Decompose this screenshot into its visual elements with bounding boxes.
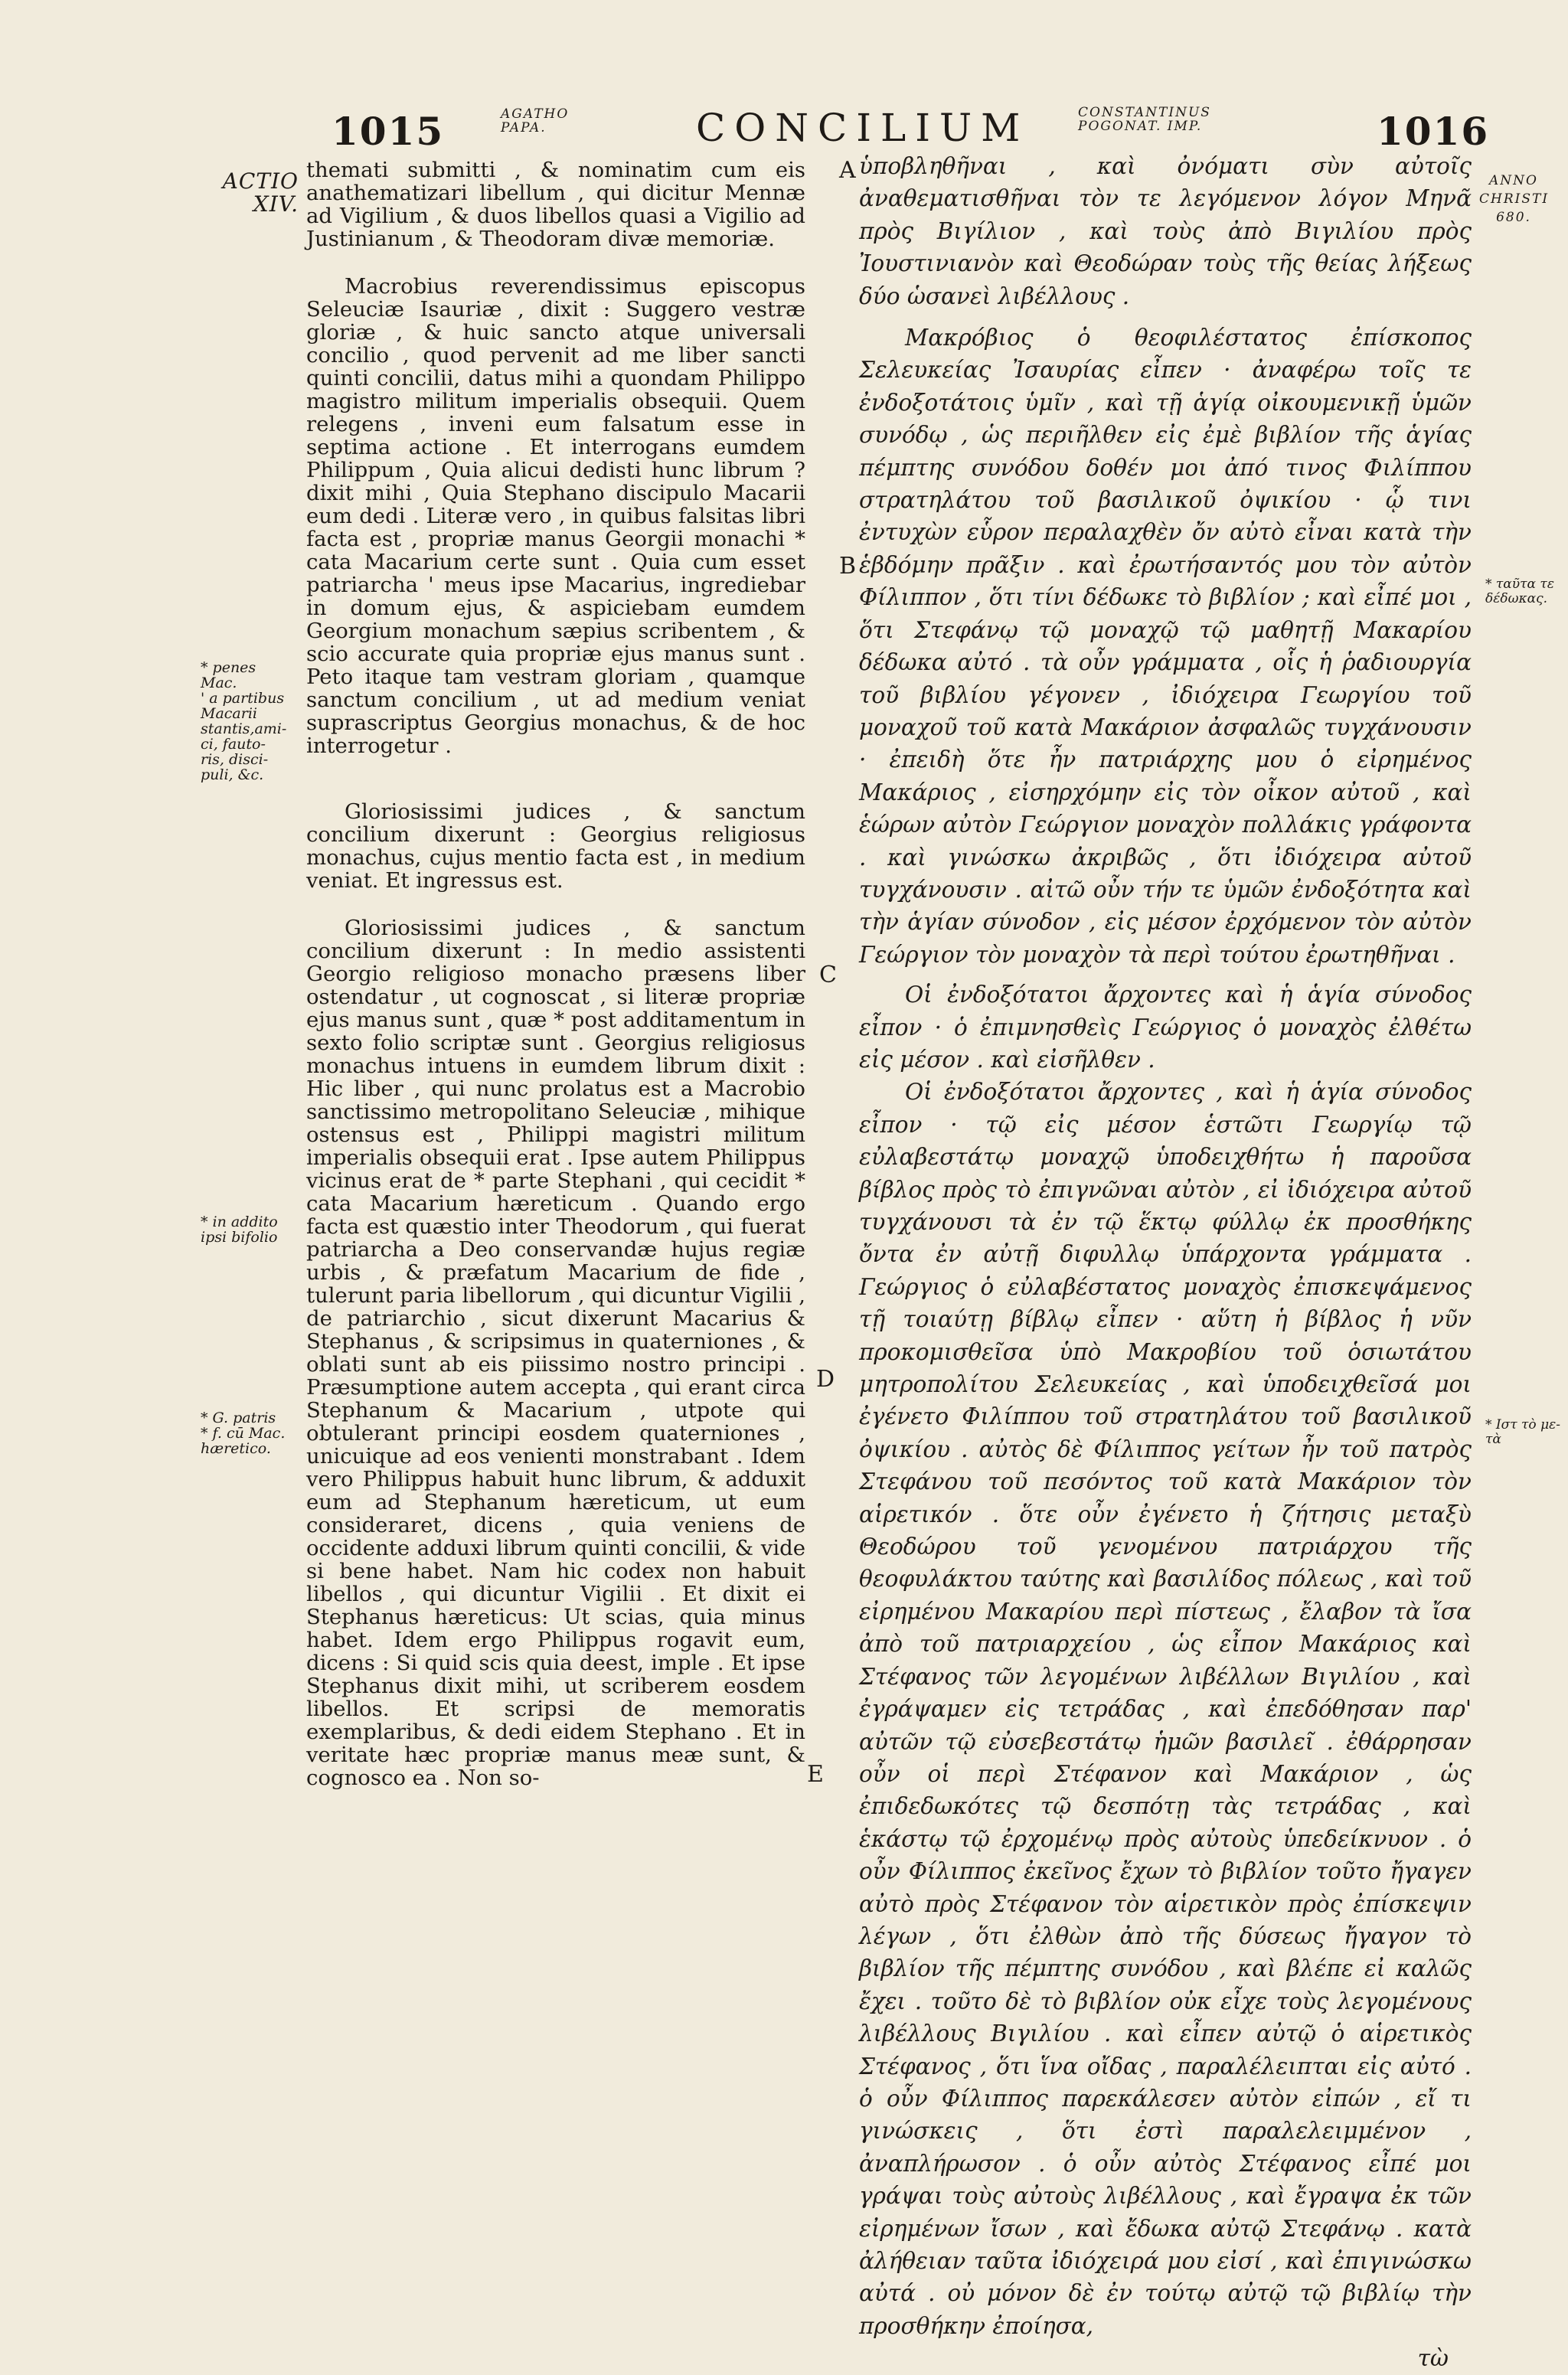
greek-paragraph: Οἱ ἐνδοξότατοι ἄρχοντες , καὶ ἡ ἁγία σύνοδος εἶπον · τῷ εἰς μέσον ἑστῶτι Γεωργίῳ τῷ εὐλαβεστάτῳ μοναχῷ ὑποδειχθήτω ἡ παροῦσα βίβλος πρὸς τὸ ἐπιγνῶναι αὐτὸν , εἰ ἰδιόχειρα αὐτοῦ τυγχάνουσι τὰ ἐν τῷ ἕκτῳ φύλλῳ ἐκ προσθήκης ὄντα ἐν αὐτῇ διφυλλῳ ὑπάρχοντα γράμματα . Γεώργιος ὁ εὐλαβέστατος μοναχὸς ἐπισκεψάμενος τῇ τοιαύτῃ βίβλῳ εἶπεν · αὕτη ἡ βίβλος ἡ νῦν προκομισθεῖσα ὑπὸ Μακροβίου τοῦ ὁσιωτάτου μητροπολίτου Σελευκείας , καὶ ὑποδειχθεῖσά μοι ἐγένετο Φιλίππου τοῦ στρατηλάτου τοῦ βασιλικοῦ ὀψικίου . αὐτὸς δὲ Φίλιππος γείτων ἦν τοῦ πατρὸς Στεφάνου τοῦ πεσόντος τοῦ κατὰ Μακάριον τὸν αἱρετικόν . ὅτε οὖν ἐγένετο ἡ ζήτησις μεταξὺ Θεοδώρου τοῦ γενομένου πατριάρχου τῆς θεοφυλάκτου ταύτης καὶ βασιλίδος πόλεως , καὶ τοῦ εἰρημένου Μακαρίου περὶ πίστεως , ἔλαβον τὰ ἴσα ἀπὸ τοῦ πατριαρχείου , ὡς εἶπον Μακάριος καὶ Στέφανος τῶν λεγομένων λιβέλλων Βιγιλίου , καὶ ἐγράψαμεν εἰς τετράδας , καὶ ἐπεδόθησαν παρ' αὐτῶν τῷ εὐσεβεστάτῳ ἡμῶν βασιλεῖ . ἐθάρρησαν οὖν οἱ περὶ Στέφανον καὶ Μακάριον , ὡς ἐπιδεδωκότες τῷ δεσπότῃ τὰς τετράδας , καὶ ἑκάστῳ τῷ ἐρχομένῳ πρὸς αὐτοὺς ὑπεδείκνυον . ὁ οὖν Φίλιππος ἐκεῖνος ἔχων τὸ βιβλίον τοῦτο ἤγαγεν αὐτὸ πρὸς Στέφανον τὸν αἱρετικὸν πρὸς ἐπίσκεψιν λέγων , ὅτι ἐλθὼν ἀπὸ τῆς δύσεως ἤγαγον τὸ βιβλίον τῆς πέμπτης συνόδου , καὶ βλέπε εἰ καλῶς ἔχει . τοῦτο δὲ τὸ βιβλίον οὐκ εἶχε τοὺς λεγομένους λιβέλλους Βιγιλίου . καὶ εἶπεν αὐτῷ ὁ αἱρετικὸς Στέφανος , ὅτι ἵνα οἴδας , παραλέλειπται εἰς αὐτό . ὁ οὖν Φίλιππος παρεκάλεσεν αὐτὸν εἰπών , εἴ τι γινώσκεις , ὅτι ἐστὶ παραλελειμμένον , ἀναπλήρωσον . ὁ οὖν αὐτὸς Στέφανος εἶπέ μοι γράψαι τοὺς αὐτοὺς λιβέλλους , καὶ ἔγραψα ἐκ τῶν εἰρημένων ἴσων , καὶ ἔδωκα αὐτῷ Στεφάνῳ . κατὰ ἀλήθειαν ταῦτα ἰδιόχειρά μου εἰσί , καὶ ἐπιγινώσκω αὐτά . οὐ μόνον δὲ ἐν τούτῳ αὐτῷ τῷ βιβλίῳ τὴν προσθήκην ἐποίησα, [859,1079,1472,2339]
latin-paragraph: themati submitti , & nominatim cum eis anathematizari libellum , qui dicitur Mennæ ad Vigilium , & duos libellos quasi a Vigilio ad Justinianum , & Theodoram divæ memoriæ. [306,158,805,251]
section-marker-e: E [807,1761,824,1788]
greek-paragraph: ὑποβληθῆναι , καὶ ὀνόματι σὺν αὐτοῖς ἀναθεματισθῆναι τὸν τε λεγόμενον λόγον Μηνᾶ πρὸς Βιγίλιον , καὶ τοὺς ἀπὸ Βιγιλίου πρὸς Ἰουστινιανὸν καὶ Θεοδώραν τοὺς τῆς θείας λήξεως δύο ὡσανεὶ λιβέλλους . [859,153,1472,309]
pope-running-head: AGATHO PAPA. [501,106,570,136]
section-marker-b: B [839,553,857,580]
margin-note-gpatris: * G. patris * f. cū Mac. hæretico. [201,1410,286,1457]
catchword: τὼ [1417,2345,1449,2372]
section-marker-d: D [816,1366,835,1393]
latin-column [306,158,805,1814]
greek-paragraph: Μακρόβιος ὁ θεοφιλέστατος ἐπίσκοπος Σελευκείας Ἰσαυρίας εἶπεν · ἀναφέρω τοῖς τε ἐνδοξοτάτοις ὑμῖν , καὶ τῇ ἁγίᾳ οἰκουμενικῇ ὑμῶν συνόδῳ , ὡς περιῆλθεν εἰς ἐμὲ βιβλίον τῆς ἁγίας πέμπτης συνόδου δοθέν μοι ἀπό τινος Φιλίππου στρατηλάτου τοῦ βασιλικοῦ ὀψικίου · ᾧ τινι ἐντυχὼν εὗρον περαλαχθὲν ὄν αὐτὸ εἶναι κατὰ τὴν ἑβδόμην πρᾶξιν . καὶ ἐρωτήσαντός μου τὸν αὐτὸν Φίλιππον , ὅτι τίνι δέδωκε τὸ βιβλίον ; καὶ εἶπέ μοι , ὅτι Στεφάνῳ τῷ μοναχῷ τῷ μαθητῇ Μακαρίου δέδωκα αὐτό . τὰ οὖν γράμματα , οἷς ἡ ῥαδιουργία τοῦ βιβλίου γέγονεν , ἰδιόχειρα Γεωργίου τοῦ μοναχοῦ τοῦ κατὰ Μακάριον ἀσφαλῶς τυγχάνουσιν · ἐπειδὴ ὅτε ἦν πατριάρχης μου ὁ εἰρημένος Μακάριος , εἰσηρχόμην εἰς τὸν οἶκον αὐτοῦ , καὶ ἑώρων αὐτὸν Γεώργιον μοναχὸν πολλάκις γράφοντα . καὶ γινώσκω ἀκριβῶς , ὅτι ἰδιόχειρα αὐτοῦ τυγχάνουσιν . αἰτῶ οὖν τήν τε ὑμῶν ἐνδοξότητα καὶ τὴν ἁγίαν σύνοδον , εἰς μέσον ἐρχόμενον τὸν αὐτὸν Γεώργιον τὸν μοναχὸν τὰ περὶ τούτου ἐρωτηθῆναι . [859,325,1472,968]
actio-label: ACTIO XIV. [222,168,299,217]
margin-note-penes: * penes Mac. ' a partibus Macarii stantis,ami- ci, fauto- ris, disci- puli, &c. [201,659,287,783]
latin-paragraph: Gloriosissimi judices , & sanctum concilium dixerunt : In medio assistenti Georgio religioso monacho præsens liber ostendatur , ut cognoscat , si literæ propriæ ejus manus sunt , quæ * post additamentum in sexto folio scriptæ sunt . Georgius religiosus monachus intuens in eumdem librum dixit : Hic liber , qui nunc prolatus est a Macrobio sanctissimo metropolitano Seleuciæ , mihique ostensus est , Philippi magistri militum imperialis obsequii erat . Ipse autem Philippus vicinus erat de * parte Stephani , qui cecidit * cata Macarium hæreticum . Quando ergo facta est quæstio inter Theodorum , qui fuerat patriarcha a Deo conservandæ hujus regiæ urbis , & præfatum Macarium de fide , tulerunt paria libellorum , qui dicuntur Vigilii , de patriarchio , sicut dixerunt Macarius & Stephanus , & scripsimus in quaterniones , & oblati sunt ab eis piissimo nostro principi . Præsumptione autem accepta , qui erant circa Stephanum & Macarium , utpote qui obtulerant principi eosdem quaterniones , unicuique ad eos venienti monstrabant . Idem vero Philippus habuit hunc librum, & adduxit eum ad Stephanum hæreticum, ut eum consideraret, dicens , quia veniens de occidente adduxi librum quinti concilii, & vide si bene habet. Nam hic codex non habuit libellos , qui dicuntur Vigilii . Et dixit ei Stephanus hæreticus: Ut scias, quia minus habet. Idem ergo Philippus rogavit eum, dicens : Si quid scis quia deest, imple . Et ipse Stephanus dixit mihi, ut scriberem eosdem libellos. Et scripsi de memoratis exemplaribus, & dedi eidem Stephano . Et in veritate hæc propriæ manus meæ sunt, & cognosco ea . Non so- [306,916,805,1790]
page-number-left: 1015 [332,109,445,154]
emperor-running-head: CONSTANTINUS POGONAT. IMP. [1078,105,1211,134]
latin-paragraph: Gloriosissimi judices , & sanctum concilium dixerunt : Georgius religiosus monachus, cujus mentio facta est , in medium veniat. Et ingressus est. [306,799,805,893]
page-title: CONCILIUM [696,106,1030,150]
section-marker-c: C [819,962,837,988]
section-marker-a: A [839,157,856,184]
greek-column [859,150,1472,2375]
margin-note-tauta: * ταῦτα τε δέδωκας. [1485,577,1554,606]
latin-paragraph: Macrobius reverendissimus episcopus Seleuciæ Isauriæ , dixit : Suggero vestræ gloriæ , & huic sancto atque universali concilio , quod pervenit ad me liber sancti quinti concilii, datus mihi a quondam Philippo magistro militum imperialis obsequii. Quem relegens , inveni eum falsatum esse in septima actione . Et interrogans eumdem Philippum , Quia alicui dedisti hunc librum ? dixit mihi , Quia Stephano discipulo Macarii eum dedi . Literæ vero , in quibus falsitas libri facta est , propriæ manus Georgii monachi * cata Macarium certe sunt . Quia cum esset patriarcha ' meus ipse Macarius, ingrediebar in domum ejus, & aspiciebam eumdem Georgium monachum sæpius scribentem , & scio accurate quia propriæ ejus manus sunt . Peto itaque tam vestram gloriam , quamque sanctum concilium , ut ad medium veniat suprascriptus Georgius monachus, & de hoc interrogetur . [306,274,805,758]
margin-note-timi: * Ιστ τὸ με- τὰ [1485,1417,1560,1447]
greek-paragraph: Οἱ ἐνδοξότατοι ἄρχοντες καὶ ἡ ἁγία σύνοδος εἶπον · ὁ ἐπιμνησθεὶς Γεώργιος ὁ μοναχὸς ἐλθέτω εἰς μέσον . καὶ εἰσῆλθεν . [859,982,1472,1073]
page-number-right: 1016 [1377,109,1490,154]
anno-label: ANNO CHRISTI 680. [1479,173,1550,225]
margin-note-addito: * in addito ipsi bifolio [201,1214,278,1246]
